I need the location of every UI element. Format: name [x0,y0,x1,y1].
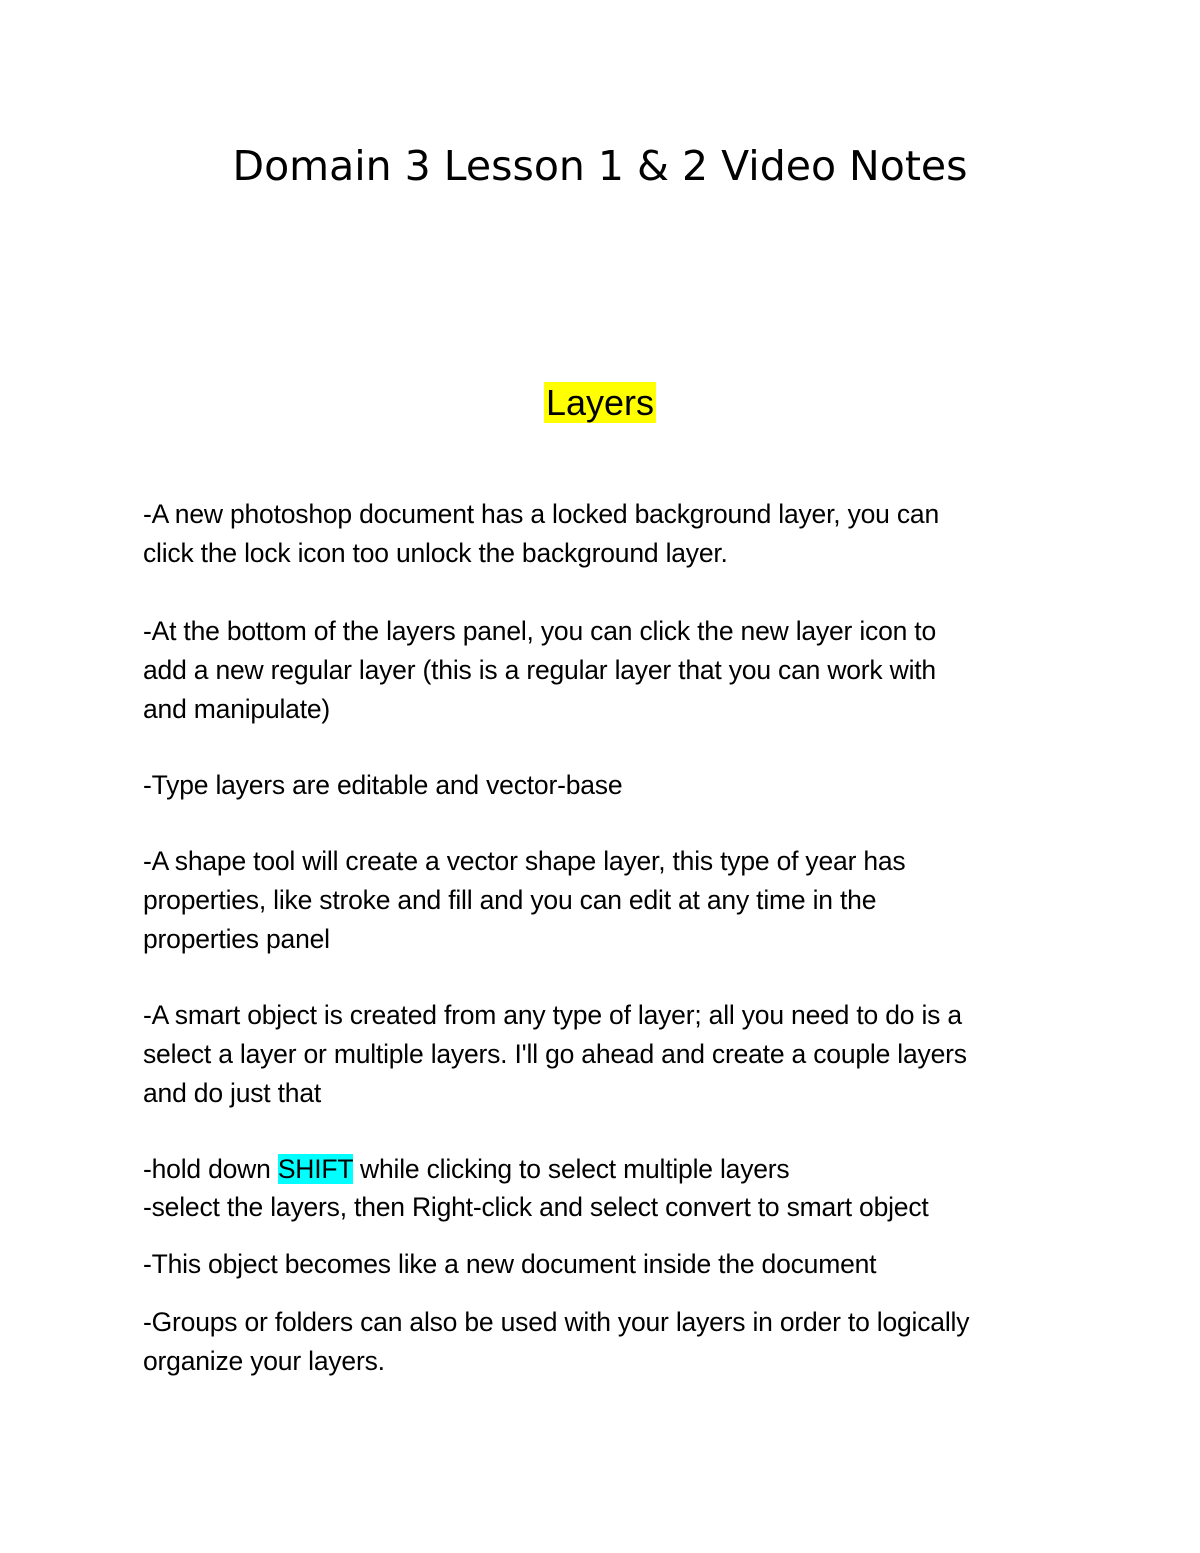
note-line: -A shape tool will create a vector shape layer, this type of year has [143,846,906,876]
note-line: -This object becomes like a new document inside the document [143,1249,877,1279]
note-line: properties, like stroke and fill and you can edit at any time in the [143,885,877,915]
note-paragraph [143,842,1143,959]
note-line: organize your layers. [143,1346,385,1376]
note-line: add a new regular layer (this is a regular layer that you can work with [143,655,936,685]
note-line-suffix: while clicking to select multiple layers [352,1154,790,1184]
note-line-prefix: -hold down [143,1154,278,1184]
note-line: -Type layers are editable and vector-base [143,770,623,800]
note-line: -A new photoshop document has a locked background layer, you can [143,499,939,529]
note-line: -select the layers, then Right-click and select convert to smart object [143,1192,929,1222]
note-paragraph [143,996,1143,1113]
section-heading-layers [0,376,1200,430]
note-line: and manipulate) [143,694,331,724]
note-paragraph [143,612,1143,729]
note-paragraph [143,1188,1143,1227]
note-line: and do just that [143,1078,322,1108]
page-title: Domain 3 Lesson 1 & 2 Video Notes [232,142,968,190]
note-paragraph [143,1150,1143,1189]
note-paragraph [143,766,1143,805]
note-paragraph [143,1245,1143,1284]
note-paragraph [143,495,1143,573]
keyword-highlight-shift: SHIFT [277,1154,353,1184]
note-line: -A smart object is created from any type of layer; all you need to do is a [143,1000,962,1030]
note-paragraph [143,1303,1143,1381]
note-line: properties panel [143,924,330,954]
note-line: -At the bottom of the layers panel, you can click the new layer icon to [143,616,937,646]
heading-highlight: Layers [545,382,655,423]
note-line: -Groups or folders can also be used with your layers in order to logically [143,1307,970,1337]
note-line: click the lock icon too unlock the background layer. [143,538,728,568]
note-line: select a layer or multiple layers. I'll go ahead and create a couple layers [143,1039,967,1069]
